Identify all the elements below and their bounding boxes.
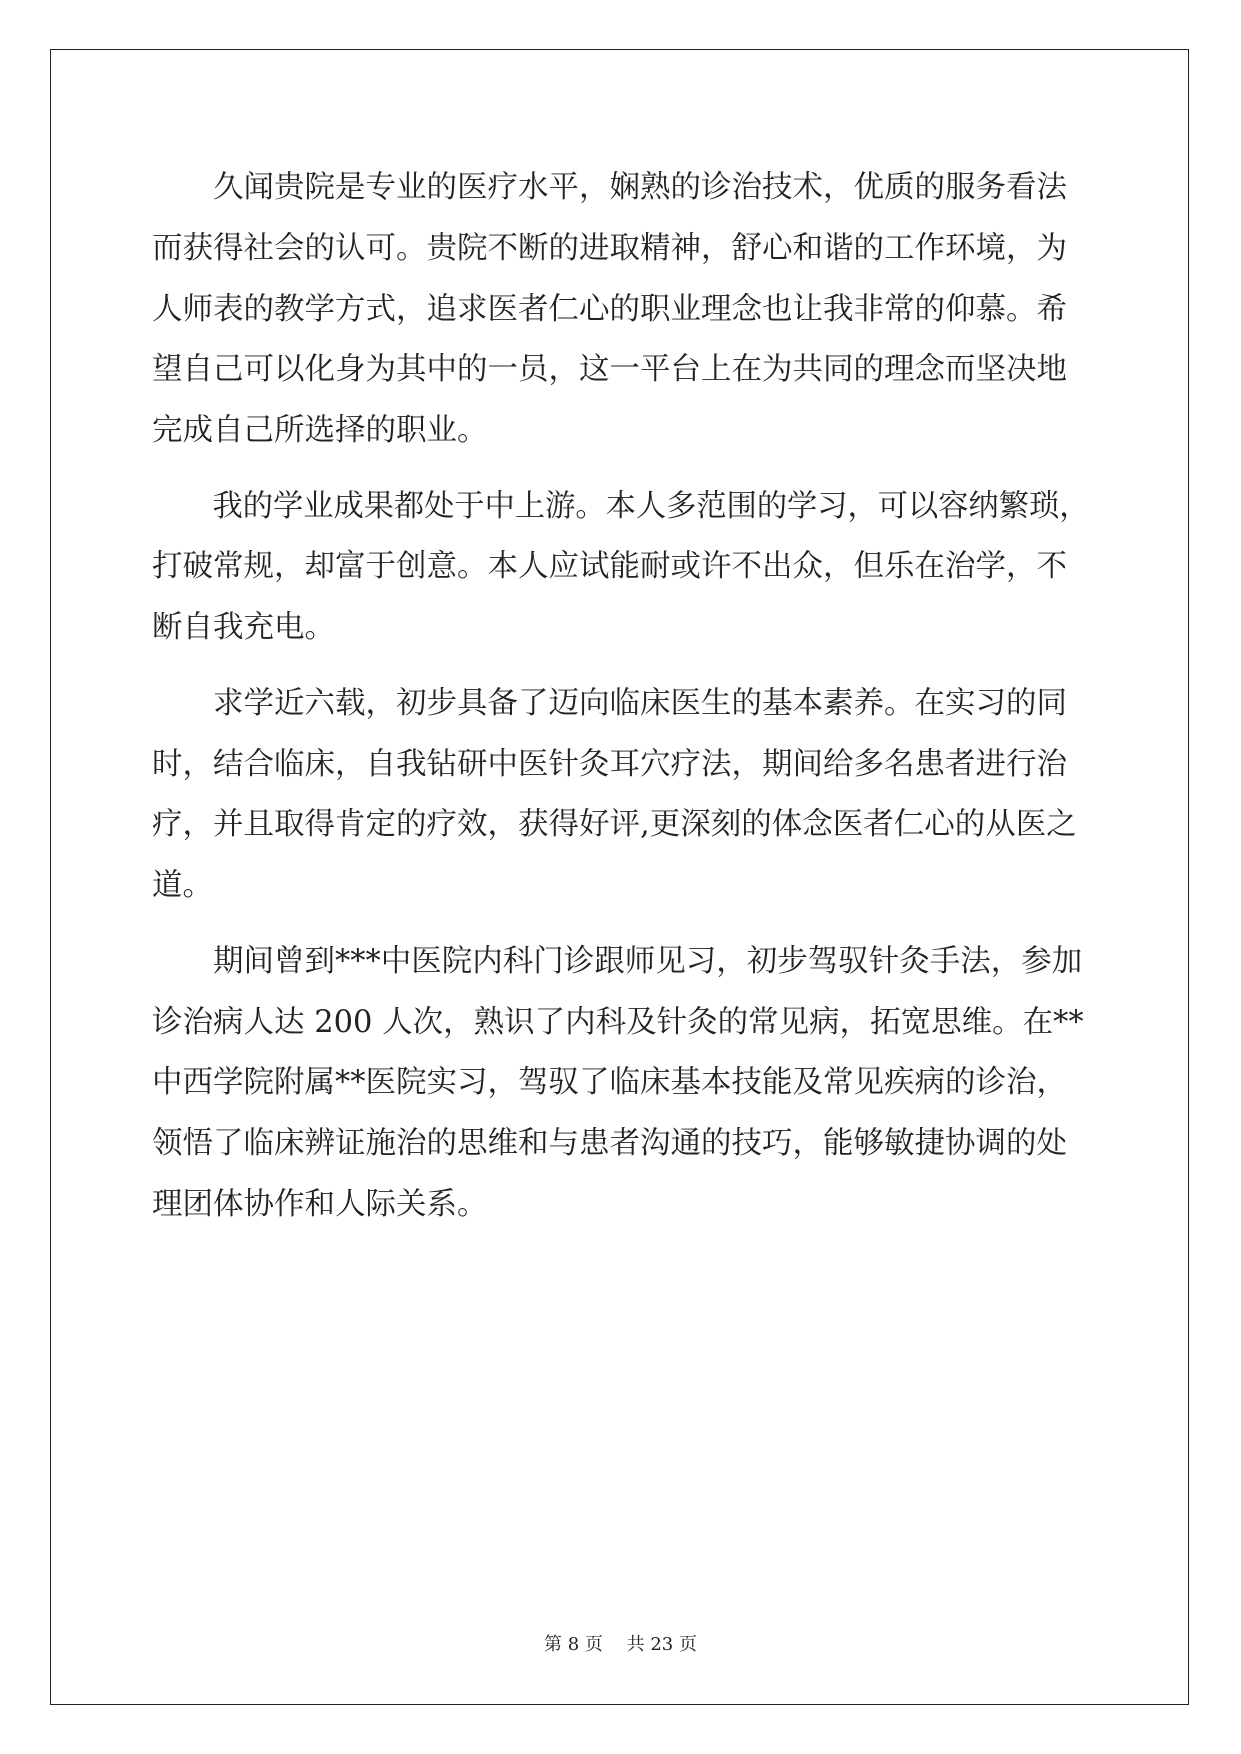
text-line: 望自己可以化身为其中的一员，这一平台上在为共同的理念而坚决地 [152, 352, 1067, 387]
text-line: 道。 [152, 868, 213, 903]
text-line: 时，结合临床，自我钻研中医针灸耳穴疗法，期间给多名患者进行治 [152, 747, 1067, 782]
text-line: 完成自己所选择的职业。 [152, 413, 488, 448]
text-line: 打破常规，却富于创意。本人应试能耐或许不出众，但乐在治学，不 [152, 549, 1067, 584]
text-line: 理团体协作和人际关系。 [152, 1187, 488, 1222]
text-line: 领悟了临床辨证施治的思维和与患者沟通的技巧，能够敏捷协调的处 [152, 1126, 1067, 1161]
text-line: 人师表的教学方式，追求医者仁心的职业理念也让我非常的仰慕。希 [152, 292, 1067, 327]
text-line: 疗，并且取得肯定的疗效，获得好评,更深刻的体念医者仁心的从医之 [152, 807, 1077, 842]
text-line: 而获得社会的认可。贵院不断的进取精神，舒心和谐的工作环境，为 [152, 231, 1067, 266]
text-line: 期间曾到***中医院内科门诊跟师见习，初步驾驭针灸手法，参加 [152, 944, 1083, 979]
text-line: 中西学院附属**医院实习，驾驭了临床基本技能及常见疾病的诊治， [152, 1065, 1067, 1100]
text-line: 诊治病人达 200 人次，熟识了内科及针灸的常见病，拓宽思维。在** [152, 1005, 1084, 1040]
text-line: 求学近六载，初步具备了迈向临床医生的基本素养。在实习的同 [152, 686, 1067, 721]
page-number-footer: 第 8 页 共 23 页 [544, 1634, 697, 1655]
text-line: 久闻贵院是专业的医疗水平，娴熟的诊治技术，优质的服务看法 [152, 170, 1067, 205]
text-line: 断自我充电。 [152, 610, 335, 645]
text-line: 我的学业成果都处于中上游。本人多范围的学习，可以容纳繁琐， [152, 489, 1090, 524]
